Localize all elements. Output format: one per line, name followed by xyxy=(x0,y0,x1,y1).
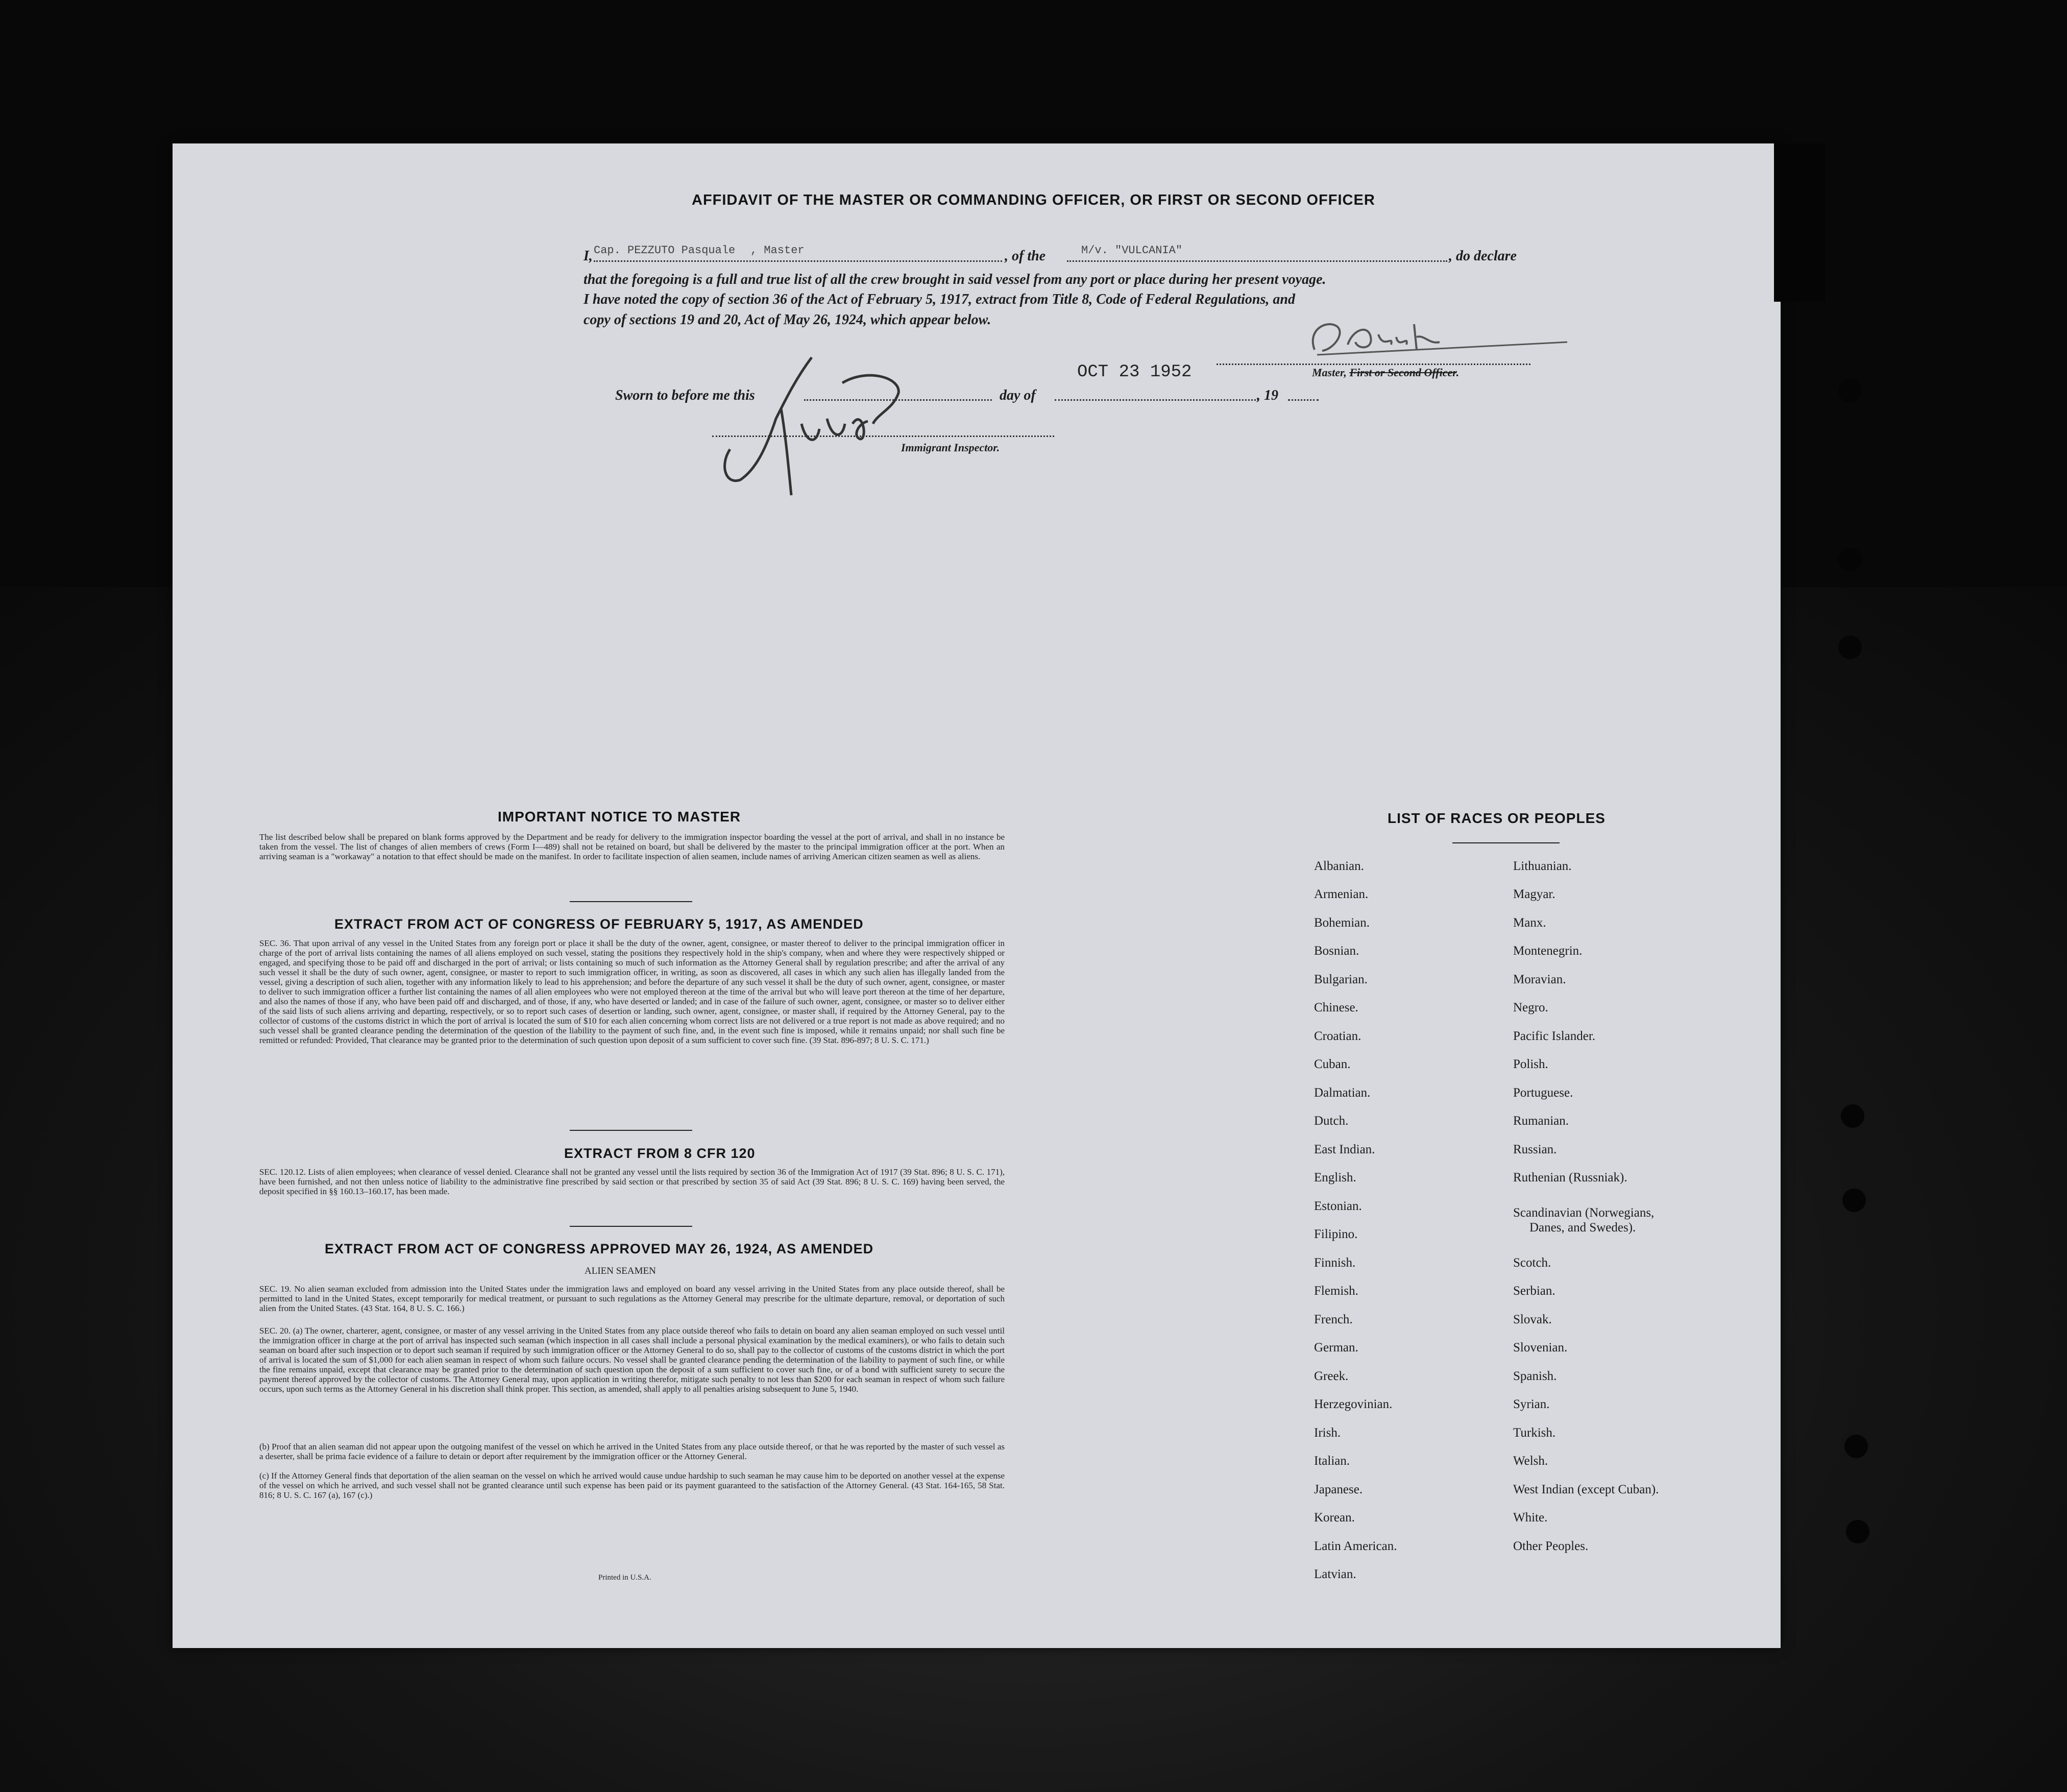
race-item: Montenegrin. xyxy=(1513,944,1583,958)
race-item: White. xyxy=(1513,1511,1548,1524)
extract-1924-sec20a: SEC. 20. (a) The owner, charterer, agent, consignee, or master of any vessel arriving in the United States from any place outside thereof who fails to detain on board any alien seaman employed on such vessel until the immigration officer in charge at the port of arrival has inspected such seaman (which inspection in all cases shall include a personal physical examination by the medical examiners), or who fails to detain such seaman on board after such inspection or to deport such seaman if required by such immigration officer or the Attorney General to do so, shall pay to the collector of customs of the customs district in which the port of arrival is located the sum of $1,000 for each alien seaman in respect of whom such failure occurs. No vessel shall be granted clearance pending the determination of the liability to payment of such fine, or while the fine remains unpaid, except that clearance may be granted prior to the determination of such question upon the deposit of a sum sufficient to cover such fine, or of a bond with sufficient surety to secure the payment thereof approved by the collector of customs. The Attorney General may, upon application in writing therefor, mitigate such penalty to not less than $200 for each seaman in respect of whom such failure occurs, upon such terms as the Attorney General in his discretion shall think proper. This section, as amended, shall apply to all penalties arising subsequent to June 5, 1940. xyxy=(259,1326,1005,1394)
punch-hole xyxy=(1841,1104,1864,1128)
affidavit-line-4: copy of sections 19 and 20, Act of May 26, 1924, which appear below. xyxy=(583,312,991,328)
sworn-label: Sworn to before me this xyxy=(615,388,755,403)
race-item: English. xyxy=(1314,1171,1356,1184)
printed-in-usa: Printed in U.S.A. xyxy=(598,1573,651,1582)
extract-1924-sec20b: (b) Proof that an alien seaman did not appear upon the outgoing manifest of the vessel on which he arrived in the United States from any place outside thereof, or that he was reported by the master of such vessel as a deserter, shall be prima facie evidence of a failure to detain or deport after requirement by the immigration officer or the Attorney General. xyxy=(259,1442,1005,1461)
race-item: Moravian. xyxy=(1513,973,1566,986)
punch-hole xyxy=(1838,548,1862,571)
extract-1924-sec19: SEC. 19. No alien seaman excluded from admission into the United States under the immigration laws and employed on board any vessel arriving in the United States from any place outside thereof, shall be permitted to land in the United States, except temporarily for medical treatment, or pursuant to such regulations as the Attorney General may prescribe for the ultimate departure, removal, or deportation of such alien from the United States. (43 Stat. 164, 8 U. S. C. 166.) xyxy=(259,1284,1005,1313)
race-item: Negro. xyxy=(1513,1001,1548,1014)
race-item: Polish. xyxy=(1513,1057,1548,1071)
divider xyxy=(570,1226,692,1227)
torn-corner xyxy=(1774,143,1825,302)
extract-1917-title: EXTRACT FROM ACT OF CONGRESS OF FEBRUARY 5, 1917, AS AMENDED xyxy=(334,916,864,932)
sworn-month-line xyxy=(1055,399,1259,401)
race-item: Croatian. xyxy=(1314,1029,1361,1043)
race-item: Filipino. xyxy=(1314,1227,1358,1241)
race-item: Manx. xyxy=(1513,916,1546,930)
race-item: Dutch. xyxy=(1314,1114,1349,1128)
of-the-label: , of the xyxy=(1005,248,1046,264)
race-item: Russian. xyxy=(1513,1143,1557,1156)
date-stamp: OCT 23 1952 xyxy=(1077,362,1192,382)
race-item: Herzegovinian. xyxy=(1314,1397,1393,1411)
race-item: Flemish. xyxy=(1314,1284,1358,1298)
race-item: French. xyxy=(1314,1313,1353,1326)
year-prefix: , 19 xyxy=(1257,388,1278,403)
affidavit-title: AFFIDAVIT OF THE MASTER OR COMMANDING OFFICER, OR FIRST OR SECOND OFFICER xyxy=(692,192,1375,208)
race-item: Bulgarian. xyxy=(1314,973,1368,986)
race-item: Turkish. xyxy=(1513,1426,1556,1440)
punch-hole xyxy=(1838,379,1862,402)
divider xyxy=(1452,842,1560,843)
race-item: Armenian. xyxy=(1314,887,1369,901)
race-item: Latvian. xyxy=(1314,1567,1356,1581)
race-item: Korean. xyxy=(1314,1511,1355,1524)
race-item: Japanese. xyxy=(1314,1483,1363,1496)
inspector-signature xyxy=(699,347,904,505)
race-item: Cuban. xyxy=(1314,1057,1351,1071)
race-item: Slovenian. xyxy=(1513,1341,1568,1354)
race-item: Danes, and Swedes). xyxy=(1529,1221,1636,1234)
race-item: Other Peoples. xyxy=(1513,1539,1589,1553)
race-item: Finnish. xyxy=(1314,1256,1356,1270)
notice-title: IMPORTANT NOTICE TO MASTER xyxy=(498,809,741,825)
race-item: Scandinavian (Norwegians, xyxy=(1513,1206,1655,1220)
divider xyxy=(570,1130,692,1131)
extract-cfr-title: EXTRACT FROM 8 CFR 120 xyxy=(564,1146,756,1161)
struck-officer-label: First or Second Officer xyxy=(1349,366,1456,379)
extract-1924-sec20c: (c) If the Attorney General finds that deportation of the alien seaman on the vessel on which he arrived would cause undue hardship to such seaman he may cause him to be deported on another vessel at the expense of the vessel on which he arrived, and such vessel shall not be granted clearance until such expense has been paid or its payment guaranteed to the satisfaction of the Attorney General. (43 Stat. 164-165, 58 Stat. 816; 8 U. S. C. 167 (a), 167 (c).) xyxy=(259,1471,1005,1500)
do-declare-label: , do declare xyxy=(1449,248,1517,264)
race-item: Serbian. xyxy=(1513,1284,1555,1298)
race-item: Chinese. xyxy=(1314,1001,1358,1014)
punch-hole xyxy=(1844,1435,1868,1458)
race-item: Italian. xyxy=(1314,1454,1350,1468)
master-signature-line xyxy=(1217,364,1530,365)
race-item: Magyar. xyxy=(1513,887,1555,901)
i-label: I, xyxy=(583,248,593,264)
race-item: Greek. xyxy=(1314,1369,1349,1383)
race-item: German. xyxy=(1314,1341,1358,1354)
race-item: Bohemian. xyxy=(1314,916,1370,930)
alien-seamen-subtitle: ALIEN SEAMEN xyxy=(585,1266,656,1276)
notice-text: The list described below shall be prepared on blank forms approved by the Department and be ready for delivery to the immigration inspector boarding the vessel at the port of arrival, and shall in no instance be taken from the vessel. The list of changes of alien members of crews (Form I—489) shall not be retained on board, but shall be delivered by the master to the principal immigration officer at the port. When an arriving seaman is a "workaway" a notation to that effect should be made on the manifest. In order to facilitate inspection of alien seamen, include names of arriving American citizen seamen as well as aliens. xyxy=(259,832,1005,861)
race-item: Slovak. xyxy=(1513,1313,1552,1326)
master-officer-label xyxy=(1312,366,1459,379)
name-line xyxy=(594,260,1002,262)
inspector-label: Immigrant Inspector. xyxy=(901,441,1000,454)
race-item: Estonian. xyxy=(1314,1199,1362,1213)
race-item: Portuguese. xyxy=(1513,1086,1573,1100)
race-item: Spanish. xyxy=(1513,1369,1557,1383)
race-item: Lithuanian. xyxy=(1513,859,1572,873)
race-item: Bosnian. xyxy=(1314,944,1359,958)
punch-hole xyxy=(1842,1189,1866,1212)
races-title: LIST OF RACES OR PEOPLES xyxy=(1388,810,1606,826)
divider xyxy=(570,901,692,902)
master-label-end: . xyxy=(1456,366,1460,379)
affidavit-line-2: that the foregoing is a full and true list of all the crew brought in said vessel from any port or place during her present voyage. xyxy=(583,272,1326,287)
race-item: Irish. xyxy=(1314,1426,1341,1440)
race-item: Scotch. xyxy=(1513,1256,1551,1270)
race-item: Dalmatian. xyxy=(1314,1086,1371,1100)
race-item: Pacific Islander. xyxy=(1513,1029,1596,1043)
day-of-label: day of xyxy=(1000,388,1036,403)
extract-1917-text: SEC. 36. That upon arrival of any vessel in the United States from any foreign port or place it shall be the duty of the owner, agent, consignee, or master thereof to deliver to the principal immigration officer in charge of the port of arrival lists containing the names of all aliens employed on such vessel, stating the positions they respectively hold in the ship's company, when and where they were respectively shipped or engaged, and specifying those to be paid off and discharged in the port of arrival; or lists containing so much of such information as the Attorney General shall by regulation prescribe; and after the arrival of any such vessel it shall be the duty of such owner, agent, consignee, or master to report to such immigration officer, in writing, as soon as discovered, all cases in which any such alien has illegally landed from the vessel, giving a description of such alien, together with any information likely to lead to his apprehension; and before the departure of any such vessel it shall be the duty of such owner, agent, consignee, or master to deliver to such immigration officer a further list containing the names of all alien employees who were not employed thereon at the time of the arrival but who will leave port thereon at the time of her departure, and also the names of those if any, who have been paid off and discharged, and of those, if any, who have deserted or landed; and in case of the failure of such owner, agent, consignee, or master so to deliver either of the said lists of such aliens arriving and departing, respectively, or so to report such cases of desertion or landing, such owner, agent, consignee, or master shall, if required by the Attorney General, pay to the collector of customs of the customs district in which the port of arrival is located the sum of $10 for each alien concerning whom correct lists are not delivered or a true report is not made as above required; and no such vessel shall be granted clearance pending the determination of the question of the liability to the payment of such fine, and, in the event such fine is imposed, while it remains unpaid; nor shall such fine be remitted or refunded: Provided, That clearance may be granted prior to the determination of such question upon deposit of a sum sufficient to cover such fine. (39 Stat. 896-897; 8 U. S. C. 171.) xyxy=(259,938,1005,1045)
master-label: Master, xyxy=(1312,366,1347,379)
punch-hole xyxy=(1838,636,1862,659)
master-name-typed: Cap. PEZZUTO Pasquale xyxy=(594,244,736,257)
vessel-line xyxy=(1067,260,1447,262)
vessel-name-typed: M/v. "VULCANIA" xyxy=(1081,244,1183,257)
affidavit-line-3: I have noted the copy of section 36 of the Act of February 5, 1917, extract from Title 8, Code of Federal Regulations, and xyxy=(583,292,1295,307)
inspector-signature-line xyxy=(712,435,1054,437)
punch-hole xyxy=(1846,1520,1869,1543)
race-item: Ruthenian (Russniak). xyxy=(1513,1171,1627,1184)
race-item: East Indian. xyxy=(1314,1143,1375,1156)
master-signature xyxy=(1215,314,1572,370)
sworn-year-line xyxy=(1288,399,1319,401)
master-rank-typed: , Master xyxy=(750,244,805,257)
race-item: Rumanian. xyxy=(1513,1114,1569,1128)
race-item: Albanian. xyxy=(1314,859,1364,873)
race-item: Syrian. xyxy=(1513,1397,1550,1411)
race-item: West Indian (except Cuban). xyxy=(1513,1483,1659,1496)
extract-1924-title: EXTRACT FROM ACT OF CONGRESS APPROVED MAY 26, 1924, AS AMENDED xyxy=(325,1241,874,1256)
extract-cfr-text: SEC. 120.12. Lists of alien employees; when clearance of vessel denied. Clearance shall not be granted any vessel until the lists required by section 36 of the Immigration Act of 1917 (39 Stat. 896; 8 U. S. C. 171), have been furnished, and not then unless notice of liability to the administrative fine prescribed by said section or that prescribed by section 35 of said Act (39 Stat. 896; 8 U. S. C. 169) having been served, the deposit specified in §§ 160.13–160.17, has been made. xyxy=(259,1167,1005,1196)
race-item: Latin American. xyxy=(1314,1539,1397,1553)
race-item: Welsh. xyxy=(1513,1454,1548,1468)
